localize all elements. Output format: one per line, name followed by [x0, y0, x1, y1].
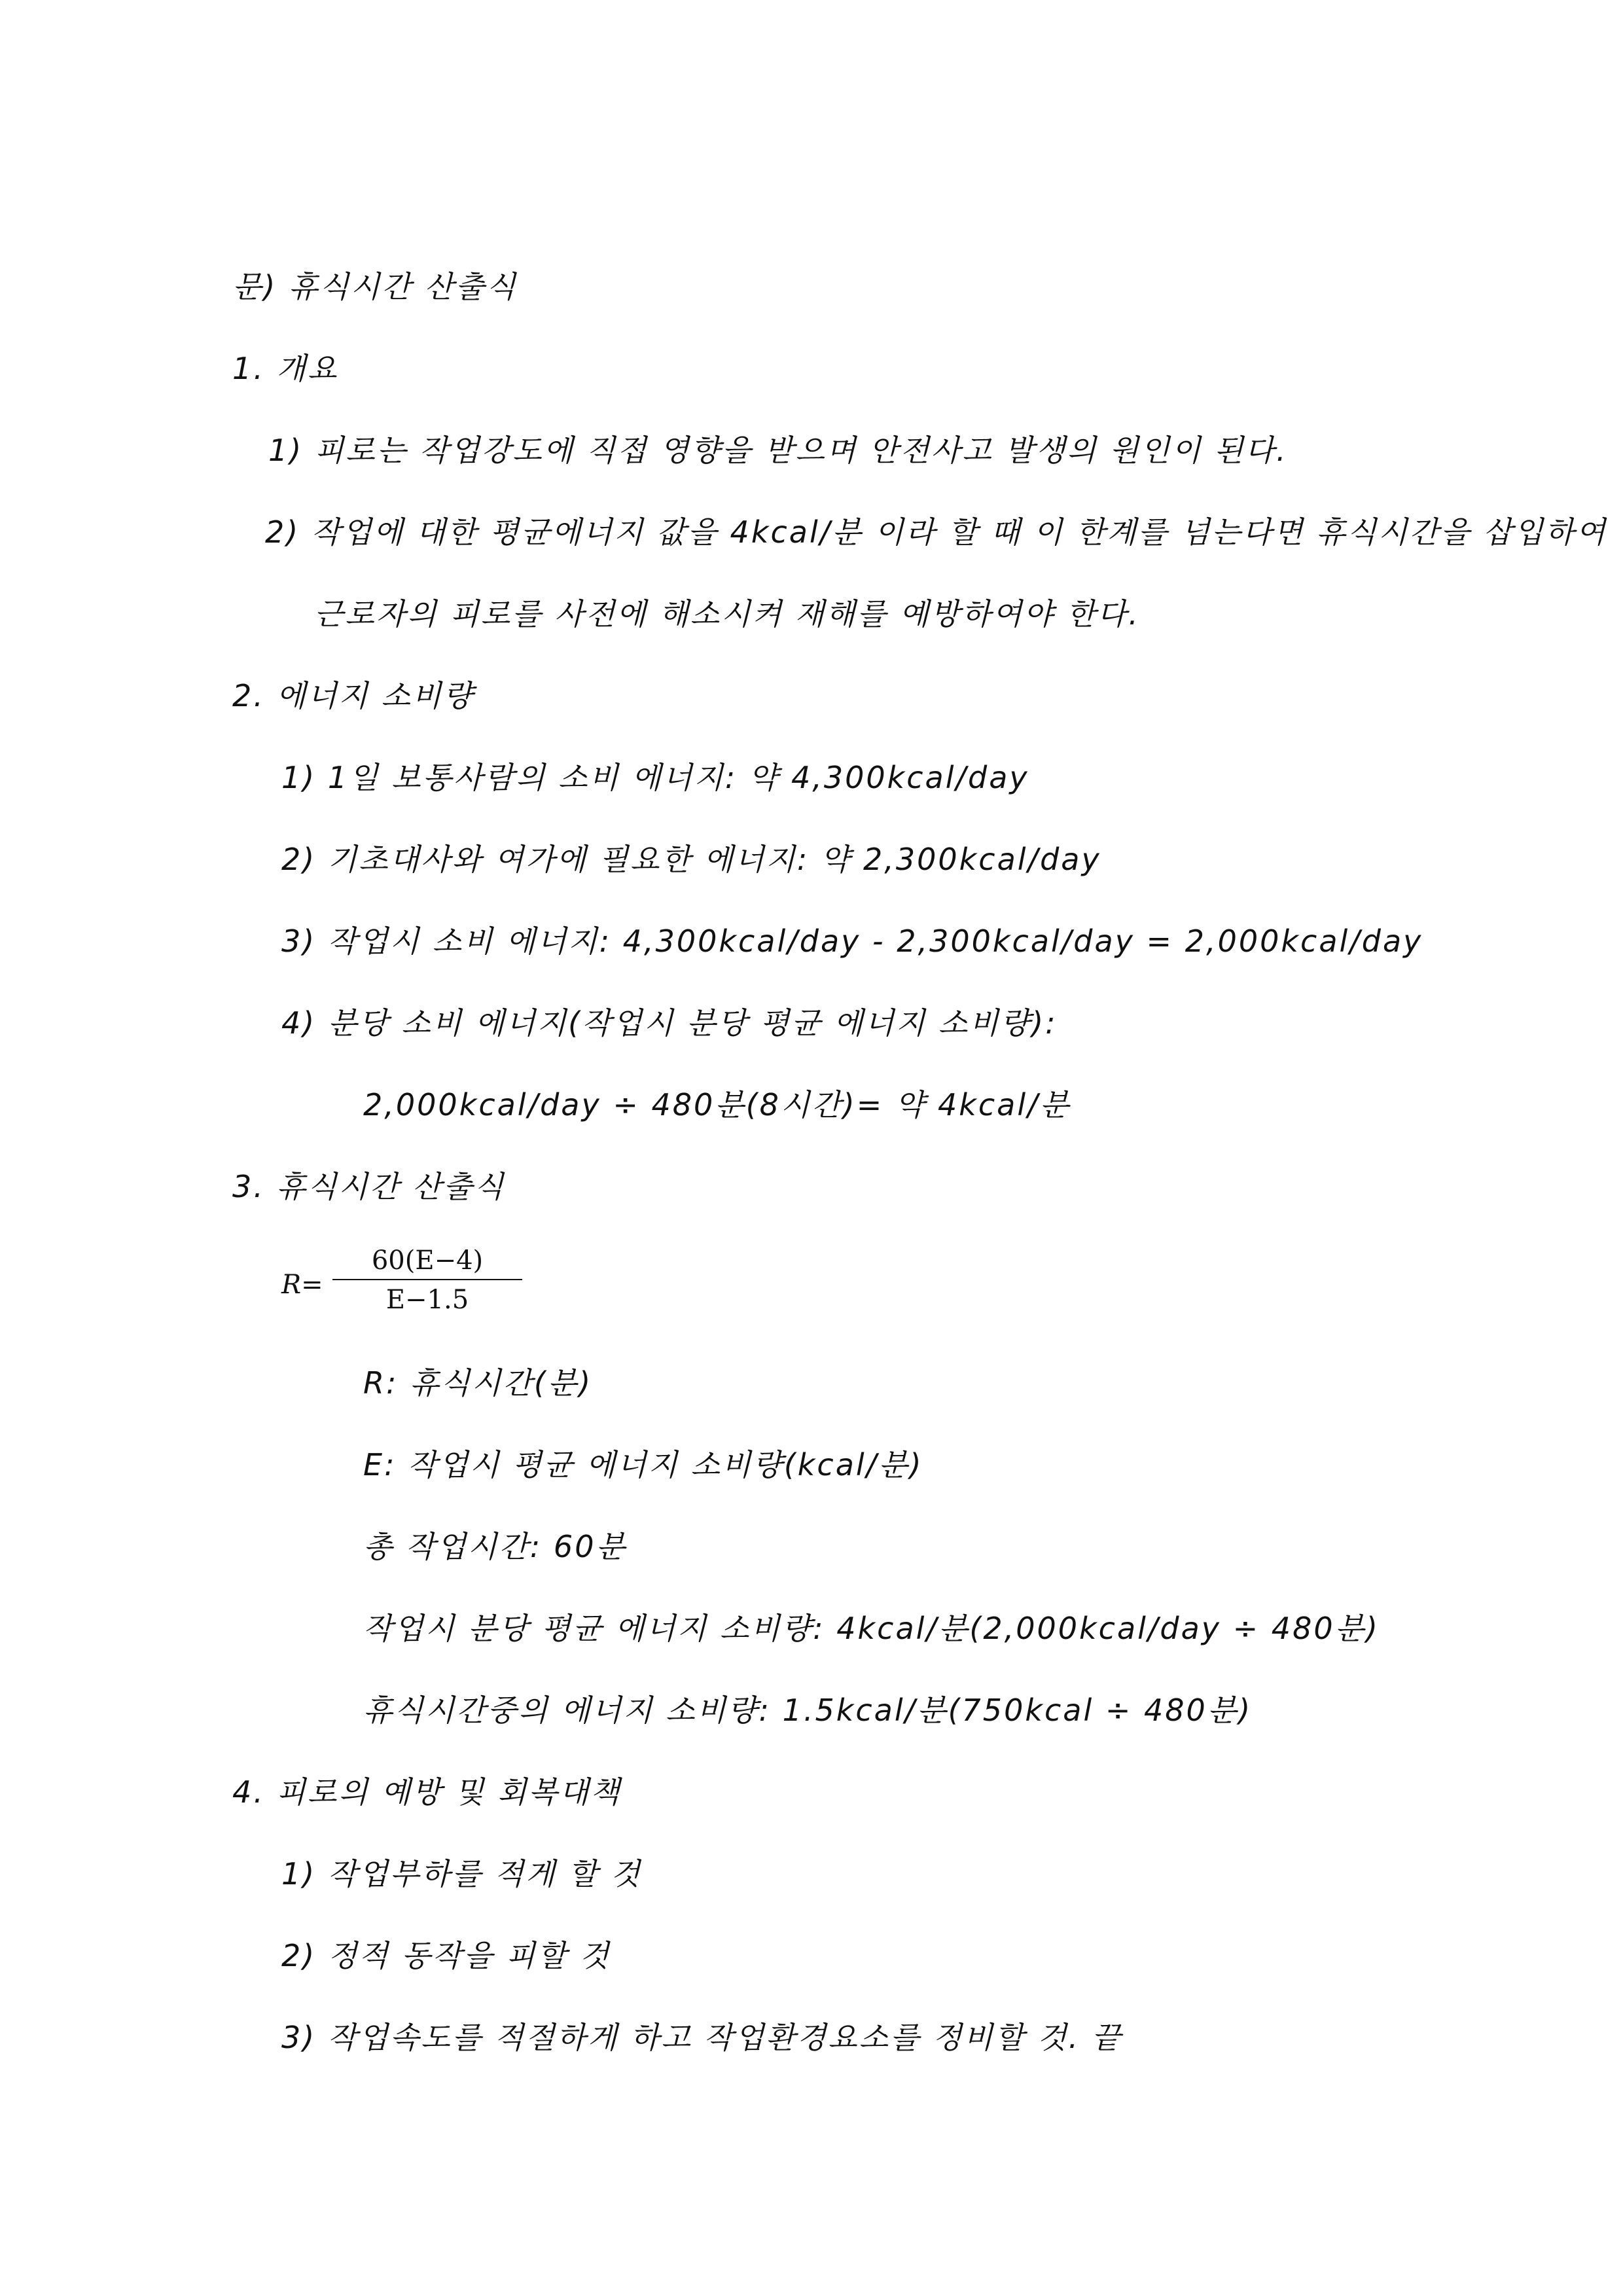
section-4-item-3: 3) 작업속도를 적절하게 하고 작업환경요소를 정비할 것. 끝 — [281, 2020, 1123, 2055]
section-3-item-total-time: 총 작업시간: 60분 — [363, 1529, 627, 1564]
formula-lhs: R= — [281, 1270, 323, 1300]
section-heading-1: 1. 개요 — [232, 351, 339, 386]
formula-denominator: E−1.5 — [385, 1285, 469, 1315]
section-2-item-2: 2) 기초대사와 여가에 필요한 에너지: 약 2,300kcal/day — [281, 842, 1101, 877]
section-1-item-1: 1) 피로는 작업강도에 직접 영향을 받으며 안전사고 발생의 원인이 된다. — [268, 433, 1288, 468]
section-4-item-1: 1) 작업부하를 적게 할 것 — [281, 1856, 642, 1892]
section-3-item-r: R: 휴식시간(분) — [363, 1365, 593, 1401]
section-3-item-e: E: 작업시 평균 에너지 소비량(kcal/분) — [363, 1447, 923, 1482]
section-2-item-4-calculation: 2,000kcal/day ÷ 480분(8시간)= 약 4kcal/분 — [363, 1087, 1071, 1122]
formula-numerator: 60(E−4) — [371, 1246, 484, 1276]
section-2-item-3: 3) 작업시 소비 에너지: 4,300kcal/day - 2,300kcal/day = 2,000kcal/day — [281, 924, 1423, 959]
section-heading-4: 4. 피로의 예방 및 회복대책 — [232, 1774, 622, 1810]
section-1-item-2: 2) 작업에 대한 평균에너지 값을 4kcal/분 이라 할 때 이 한계를 넘는다면 휴식시간을 삽입하여 — [265, 514, 1607, 550]
section-3-item-work-energy: 작업시 분당 평균 에너지 소비량: 4kcal/분(2,000kcal/day ÷ 480분) — [363, 1611, 1380, 1646]
section-2-item-1: 1) 1일 보통사람의 소비 에너지: 약 4,300kcal/day — [281, 760, 1029, 795]
section-4-item-2: 2) 정적 동작을 피할 것 — [281, 1938, 611, 1973]
section-2-item-4: 4) 분당 소비 에너지(작업시 분당 평균 에너지 소비량): — [281, 1005, 1058, 1041]
section-heading-3: 3. 휴식시간 산출식 — [232, 1169, 506, 1204]
fraction-bar — [332, 1279, 522, 1280]
section-1-item-2-continued: 근로자의 피로를 사전에 해소시켜 재해를 예방하여야 한다. — [314, 596, 1140, 632]
section-3-item-rest-energy: 휴식시간중의 에너지 소비량: 1.5kcal/분(750kcal ÷ 480분) — [363, 1693, 1253, 1728]
formula-fraction — [332, 1244, 522, 1317]
document-title: 문) 휴식시간 산출식 — [232, 269, 518, 304]
section-heading-2: 2. 에너지 소비량 — [232, 678, 474, 713]
